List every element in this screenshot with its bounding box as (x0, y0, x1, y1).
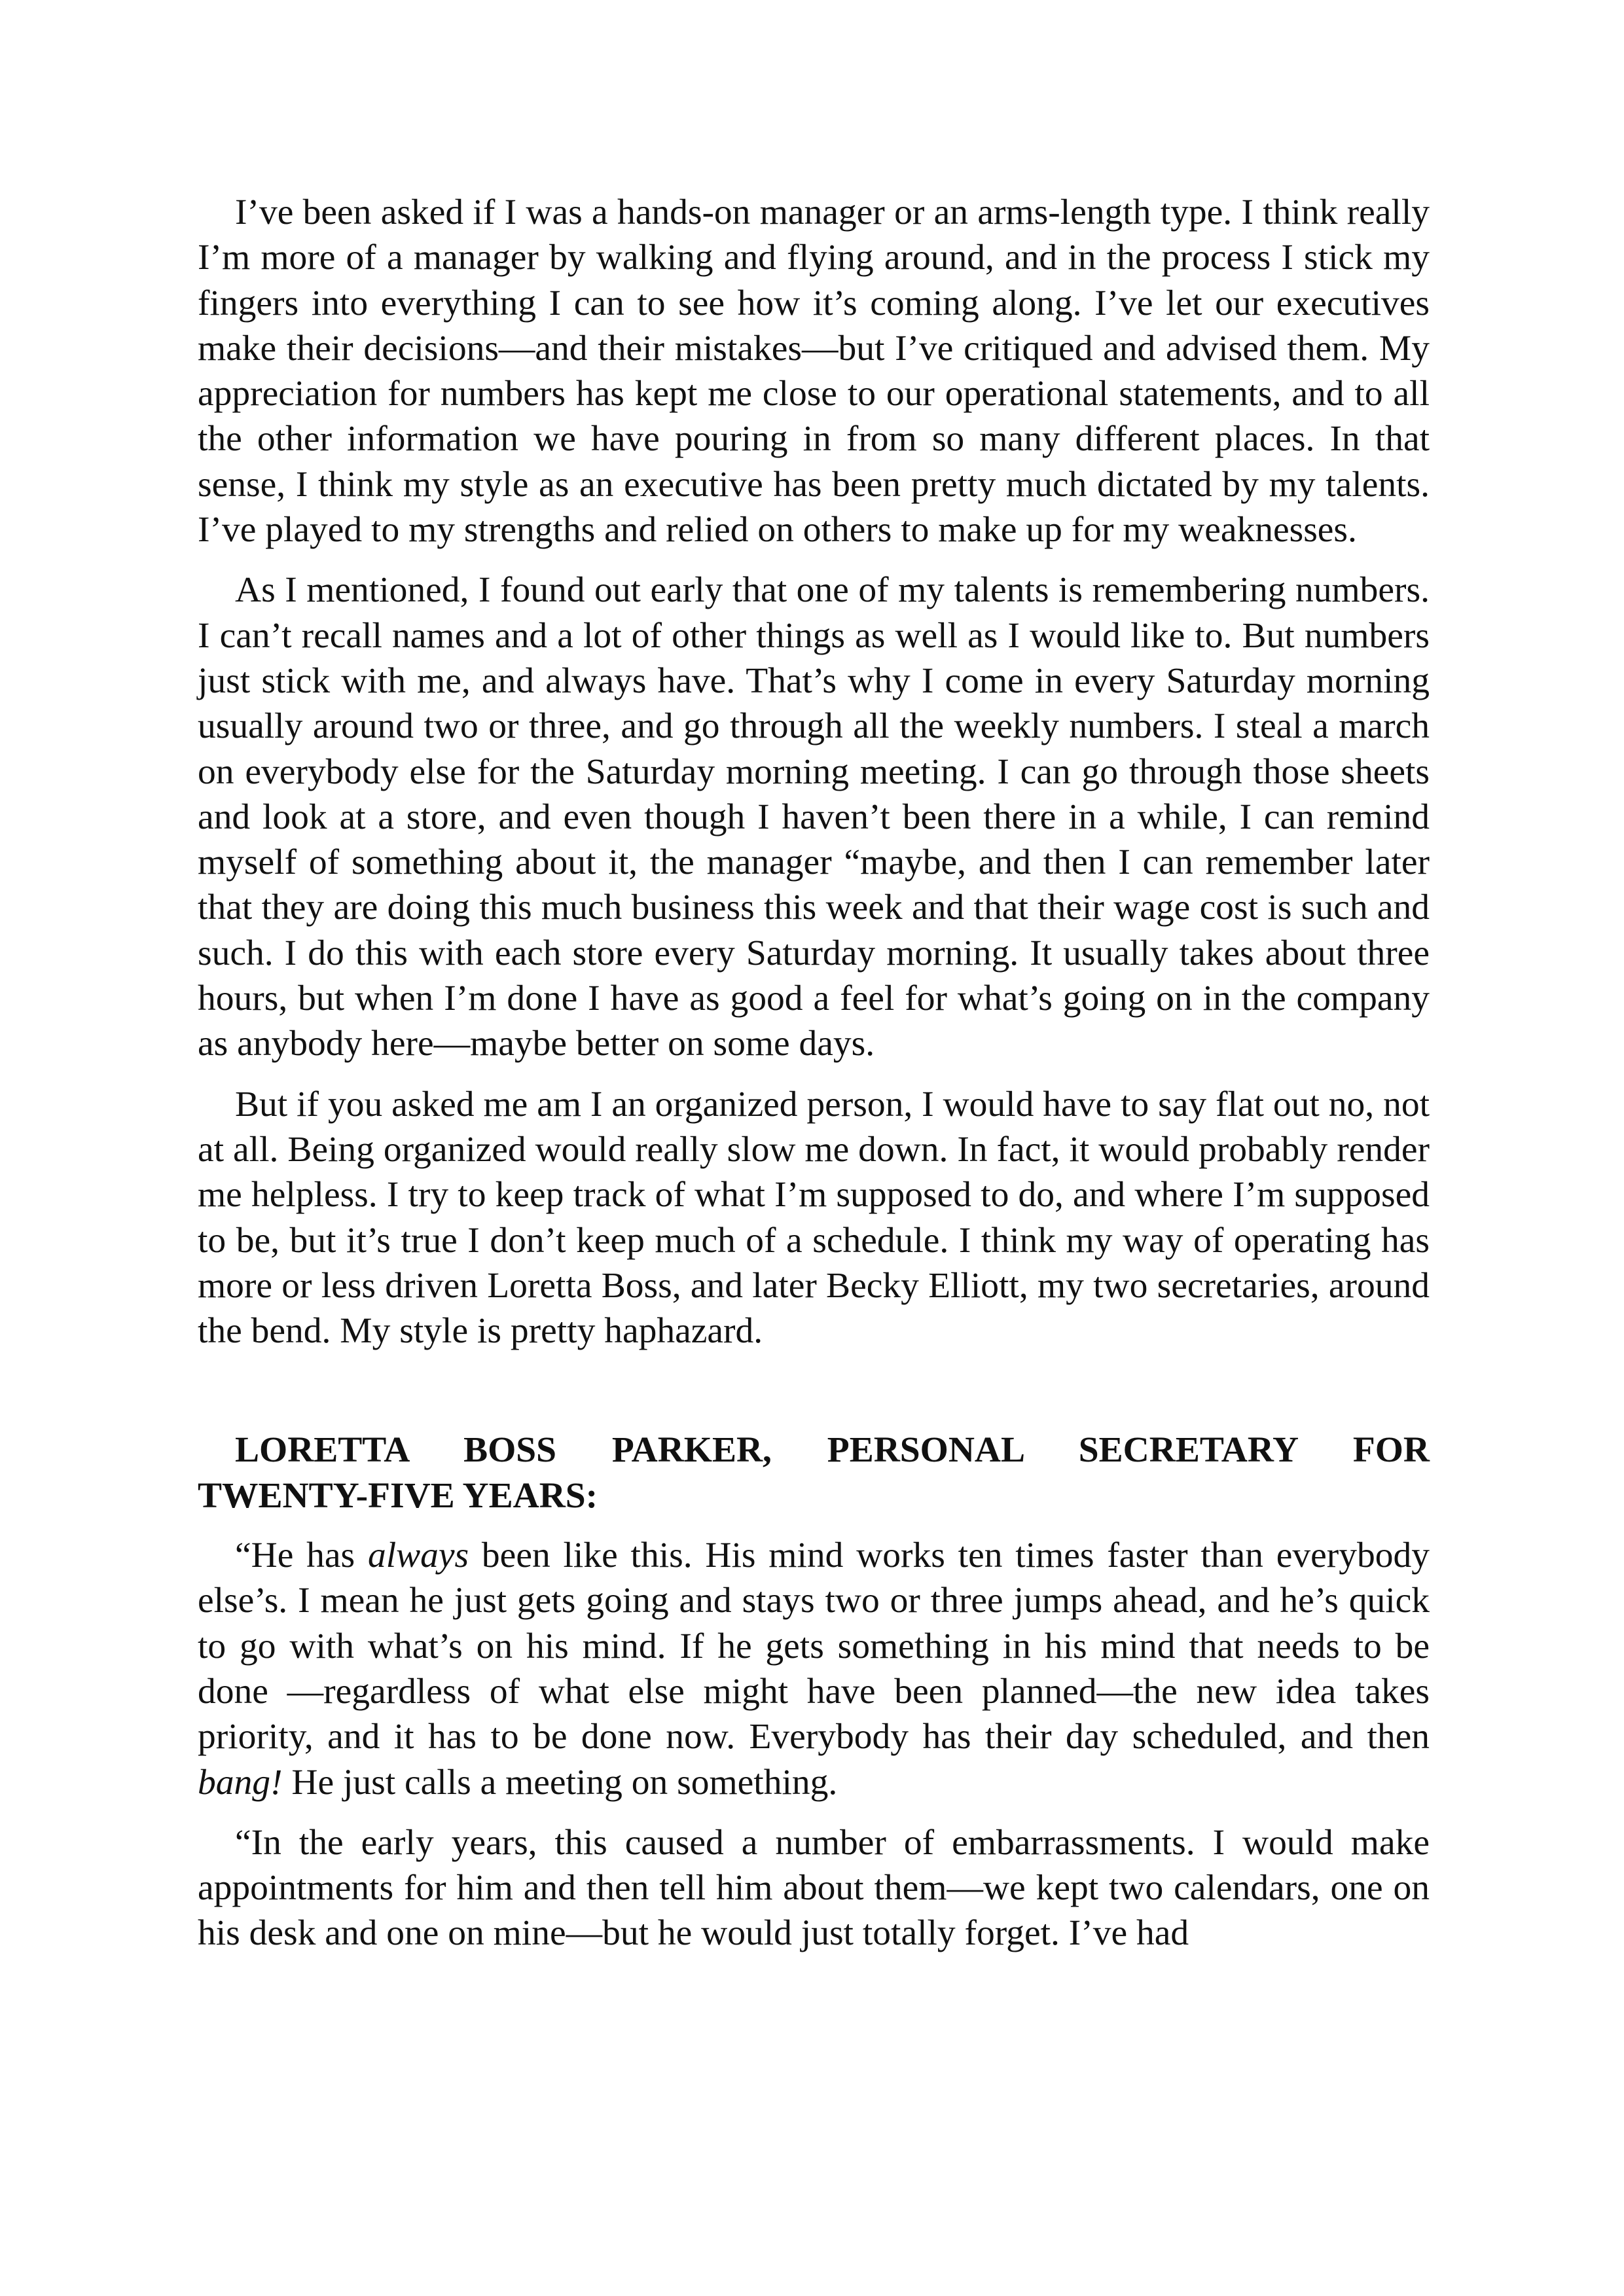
paragraph-organized-person: But if you asked me am I an organized person, I would have to say flat out no, not at all. Being organized would really slow me down. In fact, it would probably render me helpless. I try to keep track of what I’m supposed to do, and where I’m supposed to be, but it’s true I don’t keep much of a schedule. I think my way of operating has more or less driven Loretta Boss, and later Becky Elliott, my two secretaries, around the bend. My style is pretty haphazard. (198, 1084, 1430, 1352)
page-body (198, 190, 1430, 1956)
section-heading-line2: TWENTY-FIVE YEARS: (198, 1475, 598, 1516)
quote-paragraph-always (198, 1533, 1430, 1805)
quote-paragraph-early-years: “In the early years, this caused a number of embarrassments. I would make appointments for him and then tell him about them—we kept two calendars, one on his desk and one on mine—but he would just totally forget. I’ve had (198, 1822, 1430, 1954)
quote-text-middle: been like this. His mind works ten times faster than everybody else’s. I mean he just gets going and stays two or three jumps ahead, and he’s quick to go with what’s on his mind. If he gets something in his mind that needs to be done —regardless of what else might have been planned—the new idea takes priority, and it has to be done now. Everybody has their day scheduled, and then (198, 1535, 1430, 1757)
quote-emphasis-bang: bang! (198, 1762, 283, 1803)
paragraph-remembering-numbers: As I mentioned, I found out early that one of my talents is remembering numbers. I can’t recall names and a lot of other things as well as I would like to. But numbers just stick with me, and always have. That’s why I come in every Saturday morning usually around two or three, and go through all the weekly numbers. I steal a march on everybody else for the Saturday morning meeting. I can go through those sheets and look at a store, and even though I haven’t been there in a while, I can remind myself of something about it, the manager “maybe, and then I can remember later that they are doing this much business this week and that their wage cost is such and such. I do this with each store every Saturday morning. It usually takes about three hours, but when I’m done I have as good a feel for what’s going on in the company as anybody here—maybe better on some days. (198, 570, 1430, 1064)
quote-text-start: “He has (235, 1535, 368, 1576)
quote-text-end: He just calls a meeting on something. (282, 1762, 838, 1803)
paragraph-management-style: I’ve been asked if I was a hands-on manager or an arms-length type. I think really I’m more of a manager by walking and flying around, and in the process I stick my fingers into everything I can to see how it’s coming along. I’ve let our executives make their decisions—and their mistakes—but I’ve critiqued and advised them. My appreciation for numbers has kept me close to our operational statements, and to all the other information we have pouring in from so many different places. In that sense, I think my style as an executive has been pretty much dictated by my talents. I’ve played to my strengths and relied on others to make up for my weaknesses. (198, 192, 1430, 550)
section-heading-line1: LORETTA BOSS PARKER, PERSONAL SECRETARY FOR (235, 1430, 1430, 1471)
quote-emphasis-always: always (367, 1535, 469, 1576)
section-heading (198, 1427, 1430, 1518)
